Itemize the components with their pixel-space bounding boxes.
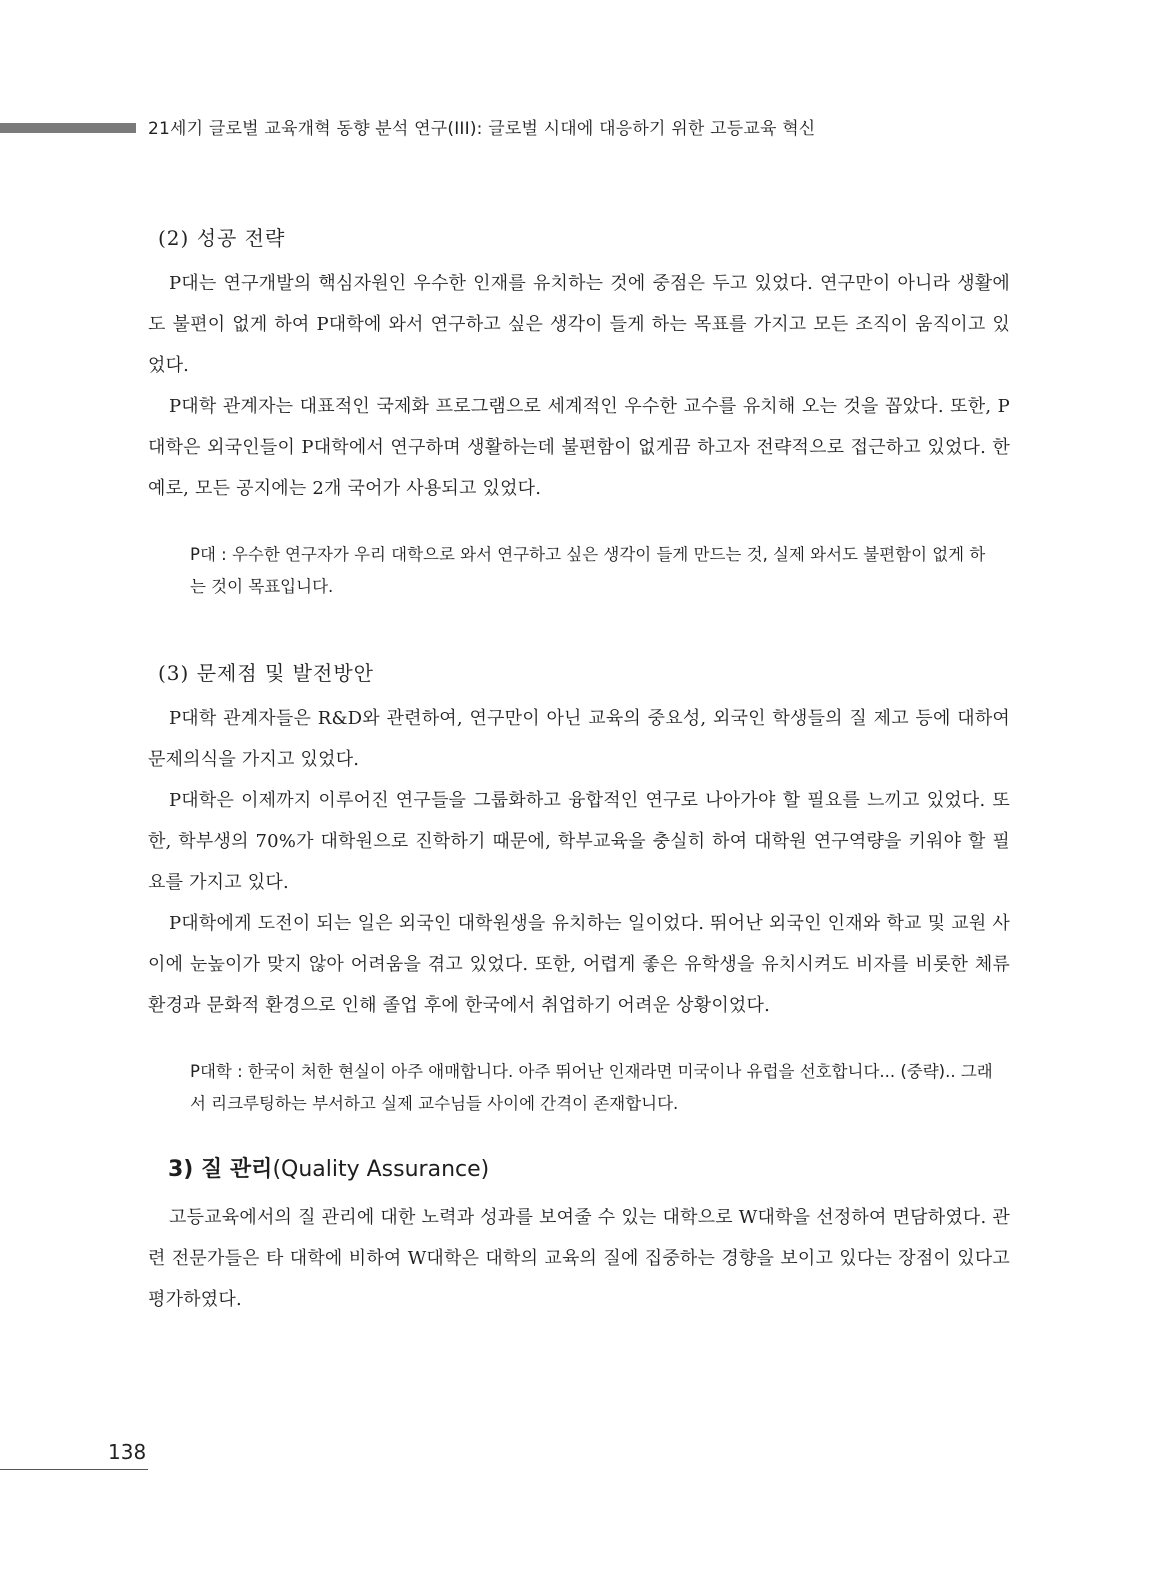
footer-rule xyxy=(0,1469,148,1470)
subsection-heading-problems: (3) 문제점 및 발전방안 xyxy=(158,661,374,685)
section-heading-quality-assurance xyxy=(148,1152,1010,1183)
paragraph: P대학 관계자는 대표적인 국제화 프로그램으로 세계적인 우수한 교수를 유치해 오는 것을 꼽았다. 또한, P대학은 외국인들이 P대학에서 연구하며 생활하는데 불편함이 없게끔 하고자 전략적으로 접근하고 있었다. 한 예로, 모든 공지에는 2개 국어가 사용되고 있었다. xyxy=(148,396,1010,499)
header-decorative-bar xyxy=(0,123,136,133)
paragraph: P대학에게 도전이 되는 일은 외국인 대학원생을 유치하는 일이었다. 뛰어난 외국인 인재와 학교 및 교원 사이에 눈높이가 맞지 않아 어려움을 겪고 있었다. 또한, 어렵게 좋은 유학생을 유치시켜도 비자를 비롯한 체류 환경과 문화적 환경으로 인해 졸업 후에 한국에서 취업하기 어려운 상황이었다. xyxy=(148,913,1010,1016)
paragraph: 고등교육에서의 질 관리에 대한 노력과 성과를 보여줄 수 있는 대학으로 W대학을 선정하여 면담하였다. 관련 전문가들은 타 대학에 비하여 W대학은 대학의 교육의 질에 집중하는 경향을 보이고 있다는 장점이 있다고 평가하였다. xyxy=(148,1207,1010,1310)
interview-quote xyxy=(148,1056,998,1120)
interview-quote xyxy=(148,539,998,603)
page-number: 138 xyxy=(108,1440,147,1464)
quote-text: 한국이 처한 현실이 아주 애매합니다. 아주 뛰어난 인재라면 미국이나 유럽을 선호합니다... (중략).. 그래서 리크루팅하는 부서하고 실제 교수님들 사이에 간격이 존재합니다. xyxy=(190,1062,993,1113)
section-heading-en: (Quality Assurance) xyxy=(272,1157,490,1182)
section-heading-kr: 3) 질 관리 xyxy=(168,1157,273,1182)
paragraph: P대학 관계자들은 R&D와 관련하여, 연구만이 아닌 교육의 중요성, 외국인 학생들의 질 제고 등에 대하여 문제의식을 가지고 있었다. xyxy=(148,708,1010,770)
running-header: 21세기 글로벌 교육개혁 동향 분석 연구(III): 글로벌 시대에 대응하기 위한 고등교육 혁신 xyxy=(148,119,816,139)
paragraph: P대는 연구개발의 핵심자원인 우수한 인재를 유치하는 것에 중점은 두고 있었다. 연구만이 아니라 생활에도 불편이 없게 하여 P대학에 와서 연구하고 싶은 생각이 들게 하는 목표를 가지고 모든 조직이 움직이고 있었다. xyxy=(148,273,1010,376)
page-body xyxy=(148,222,1010,1320)
quote-speaker: P대 : xyxy=(190,545,232,564)
paragraph: P대학은 이제까지 이루어진 연구들을 그룹화하고 융합적인 연구로 나아가야 할 필요를 느끼고 있었다. 또한, 학부생의 70%가 대학원으로 진학하기 때문에, 학부교육을 충실히 하여 대학원 연구역량을 키워야 할 필요를 가지고 있다. xyxy=(148,790,1010,893)
quote-speaker: P대학 : xyxy=(190,1062,248,1081)
subsection-heading-success-strategy: (2) 성공 전략 xyxy=(158,226,286,250)
quote-text: 우수한 연구자가 우리 대학으로 와서 연구하고 싶은 생각이 들게 만드는 것, 실제 와서도 불편함이 없게 하는 것이 목표입니다. xyxy=(190,545,986,596)
